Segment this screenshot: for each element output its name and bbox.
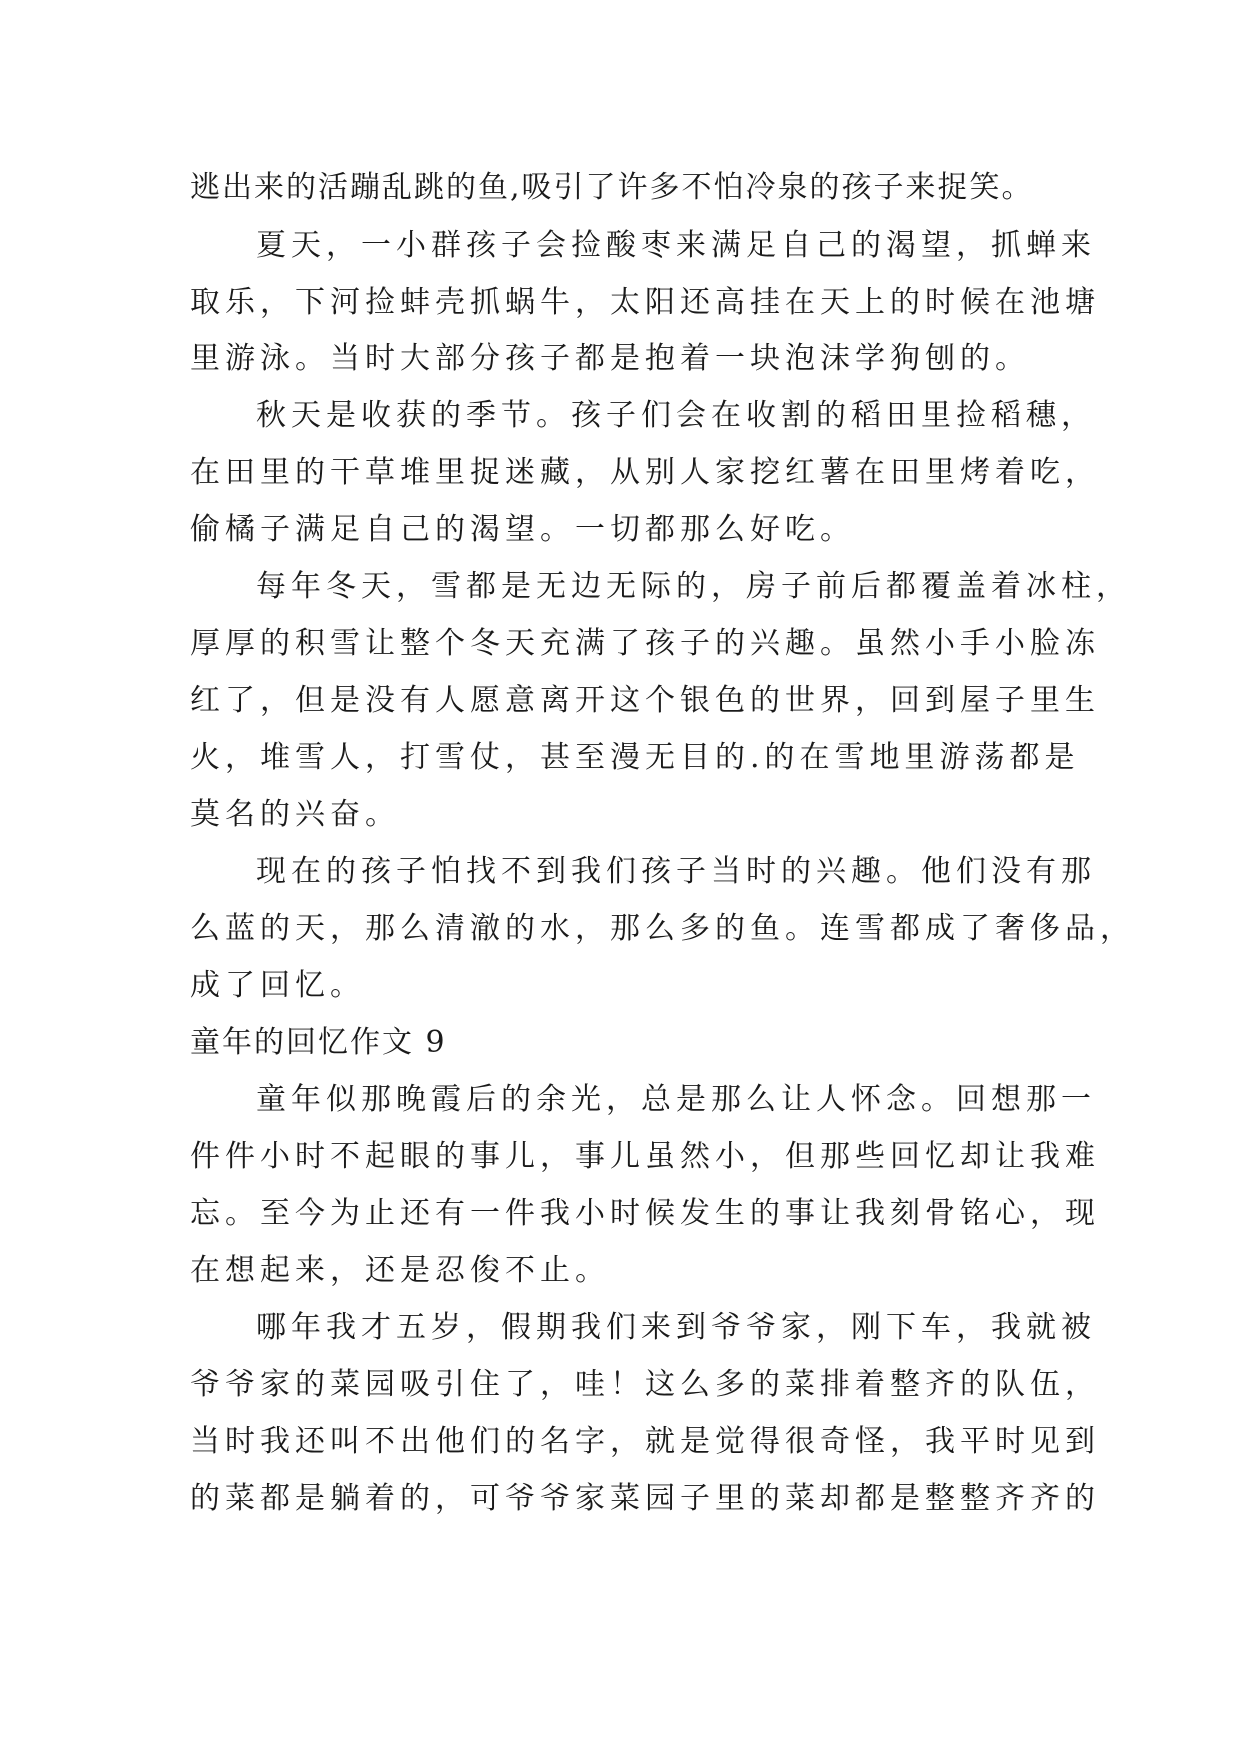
paragraph-autumn-line-1: 秋天是收获的季节。孩子们会在收割的稻田里捡稻穗， <box>256 398 1096 433</box>
paragraph-winter-line-1: 每年冬天，雪都是无边无际的，房子前后都覆盖着冰柱， <box>256 569 1131 604</box>
paragraph-childhood-line-1: 童年似那晚霞后的余光，总是那么让人怀念。回想那一 <box>256 1082 1096 1117</box>
paragraph-garden-line-4: 的菜都是躺着的，可爷爷家菜园子里的菜却都是整整齐齐的 <box>190 1481 1100 1516</box>
paragraph-now-line-3: 成了回忆。 <box>190 968 365 1003</box>
paragraph-summer-line-1: 夏天，一小群孩子会捡酸枣来满足自己的渴望，抓蝉来 <box>256 228 1096 263</box>
paragraph-winter-line-4: 火，堆雪人，打雪仗，甚至漫无目的.的在雪地里游荡都是 <box>190 740 1080 775</box>
paragraph-childhood-line-3: 忘。至今为止还有一件我小时候发生的事让我刻骨铭心，现 <box>190 1196 1100 1231</box>
paragraph-summer-line-3: 里游泳。当时大部分孩子都是抱着一块泡沫学狗刨的。 <box>190 341 1030 376</box>
paragraph-garden-line-2: 爷爷家的菜园吸引住了，哇！这么多的菜排着整齐的队伍， <box>190 1367 1100 1402</box>
text-line-1: 逃出来的活蹦乱跳的鱼,吸引了许多不怕冷泉的孩子来捉笑。 <box>190 170 1034 205</box>
paragraph-now-line-2: 么蓝的天，那么清澈的水，那么多的鱼。连雪都成了奢侈品， <box>190 911 1135 946</box>
paragraph-autumn-line-3: 偷橘子满足自己的渴望。一切都那么好吃。 <box>190 512 855 547</box>
paragraph-winter-line-3: 红了，但是没有人愿意离开这个银色的世界，回到屋子里生 <box>190 683 1100 718</box>
paragraph-winter-line-2: 厚厚的积雪让整个冬天充满了孩子的兴趣。虽然小手小脸冻 <box>190 626 1100 661</box>
paragraph-now-line-1: 现在的孩子怕找不到我们孩子当时的兴趣。他们没有那 <box>256 854 1096 889</box>
paragraph-garden-line-3: 当时我还叫不出他们的名字，就是觉得很奇怪，我平时见到 <box>190 1424 1100 1459</box>
paragraph-winter-line-5: 莫名的兴奋。 <box>190 797 400 832</box>
paragraph-garden-line-1: 哪年我才五岁，假期我们来到爷爷家，刚下车，我就被 <box>256 1310 1096 1345</box>
paragraph-childhood-line-4: 在想起来，还是忍俊不止。 <box>190 1253 610 1288</box>
paragraph-summer-line-2: 取乐，下河捡蚌壳抓蜗牛，太阳还高挂在天上的时候在池塘 <box>190 285 1100 320</box>
paragraph-autumn-line-2: 在田里的干草堆里捉迷藏，从别人家挖红薯在田里烤着吃， <box>190 455 1100 490</box>
section-heading: 童年的回忆作文 9 <box>190 1025 447 1060</box>
paragraph-childhood-line-2: 件件小时不起眼的事儿，事儿虽然小，但那些回忆却让我难 <box>190 1139 1100 1174</box>
